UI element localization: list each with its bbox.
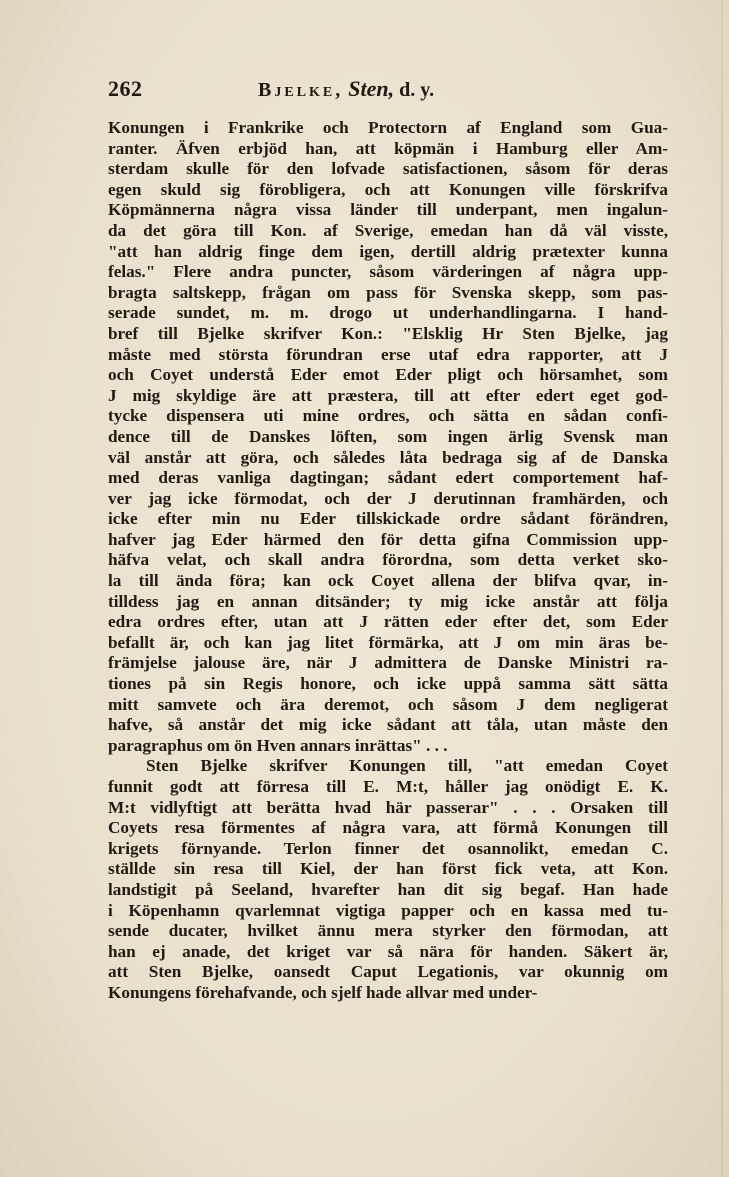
text-line: dence till de Danskes löften, som ingen ärlig Svensk man <box>108 426 668 446</box>
header-suffix: d. y. <box>399 79 435 101</box>
text-line: Köpmännerna några vissa länder till underpant, men ingalun- <box>108 200 668 220</box>
text-line: Konungens förehafvande, och sjelf hade allvar med under- <box>108 982 538 1002</box>
text-line: funnit godt att förresa till E. M:t, håller jag onödigt E. K. <box>108 777 668 796</box>
text-line: sende ducater, hvilket ännu mera styrker den förmodan, att <box>108 921 668 941</box>
text-line: felas." Flere andra puncter, såsom värderingen af några upp- <box>108 262 668 282</box>
text-line: edra ordres efter, utan att J rätten eder efter det, som Eder <box>108 612 668 632</box>
text-line: han ej anade, det kriget var så nära för handen. Säkert är, <box>108 941 668 961</box>
text-line: krigets förnyande. Terlon finner det osannolikt, emedan C. <box>108 838 668 858</box>
header-given-name: Sten, <box>348 76 395 101</box>
text-line: bref till Bjelke skrifver Kon.: "Elsklig Hr Sten Bjelke, jag <box>108 323 668 343</box>
text-line: att Sten Bjelke, oansedt Caput Legationis, var okunnig om <box>108 962 668 982</box>
text-line: med deras vanliga dagtingan; sådant edert comportement haf- <box>108 468 668 488</box>
text-line: bragta saltskepp, frågan om pass för Svenska skepp, som pas- <box>108 282 668 302</box>
running-title <box>258 76 434 102</box>
body-text <box>108 118 668 1004</box>
text-line: paragraphus om ön Hven annars inrättas" . . . <box>108 735 448 755</box>
text-line: måste med största förundran erse utaf edra rapporter, att J <box>108 344 668 364</box>
text-line: i Köpenhamn qvarlemnat vigtiga papper och en kassa med tu- <box>108 900 668 920</box>
text-line: landstigit på Seeland, hvarefter han dit sig begaf. Han hade <box>108 879 668 899</box>
text-line: mitt samvete och ära deremot, och såsom J dem negligerat <box>108 694 668 714</box>
text-line: tiones på sin Regis honore, och icke uppå samma sätt sätta <box>108 674 668 694</box>
text-line: hafver jag Eder härmed den för detta gifna Commission upp- <box>108 529 668 549</box>
text-line: J mig skyldige äre att præstera, till att efter edert eget god- <box>108 385 668 405</box>
text-line: väl anstår att göra, och således låta bedraga sig af de Danska <box>108 447 668 467</box>
header-surname: Bjelke, <box>258 79 344 101</box>
text-line: "att han aldrig finge dem igen, dertill aldrig prætexter kunna <box>108 241 668 261</box>
text-line: icke efter min nu Eder tillskickade ordre sådant förändren, <box>108 509 668 529</box>
text-line: främjelse jalouse äre, när J admittera de Danske Ministri ra- <box>108 653 668 673</box>
text-line: Coyets resa förmentes af några vara, att förmå Konungen till <box>108 818 668 838</box>
text-line: tilldess jag en annan ditsänder; ty mig icke anstår att följa <box>108 591 668 611</box>
text-line: sterdam skulle för den lofvade satisfactionen, såsom för deras <box>108 159 668 179</box>
text-line: ver jag icke förmodat, och der J derutinnan framhärden, och <box>108 488 668 508</box>
text-line: la till ända föra; kan ock Coyet allena der blifva qvar, in- <box>108 571 668 591</box>
page-edge-shadow <box>721 0 723 1177</box>
text-line: tycke dispensera uti mine ordres, och sätta en sådan confi- <box>108 406 668 426</box>
text-line: och Coyet understå Eder emot Eder pligt och hörsamhet, som <box>108 365 668 385</box>
text-line: serade sundet, m. m. drogo ut underhandlingarna. I hand- <box>108 303 668 323</box>
text-line: hafve, så anstår det mig icke sådant att tåla, utan måste den <box>108 715 668 735</box>
text-line: egen skuld sig förobligera, och att Konungen ville förskrifva <box>108 179 668 199</box>
text-line: ranter. Äfven erbjöd han, att köpmän i Hamburg eller Am- <box>108 138 668 158</box>
running-header <box>108 76 628 106</box>
text-line: da det göra till Kon. af Sverige, emedan han då väl visste, <box>108 220 668 240</box>
text-line: häfva velat, och skall andra förordna, som detta verket sko- <box>108 550 668 570</box>
page-number: 262 <box>108 76 143 101</box>
text-line: Konungen i Frankrike och Protectorn af England som Gua- <box>108 118 668 137</box>
text-line: M:t vidlyftigt att berätta hvad här passerar" . . . Orsaken till <box>108 797 668 817</box>
text-line: ställde sin resa till Kiel, der han först fick veta, att Kon. <box>108 859 668 879</box>
text-line: befallt är, och kan jag litet förmärka, att J om min äras be- <box>108 632 668 652</box>
text-line: Sten Bjelke skrifver Konungen till, "att emedan Coyet <box>146 756 668 776</box>
